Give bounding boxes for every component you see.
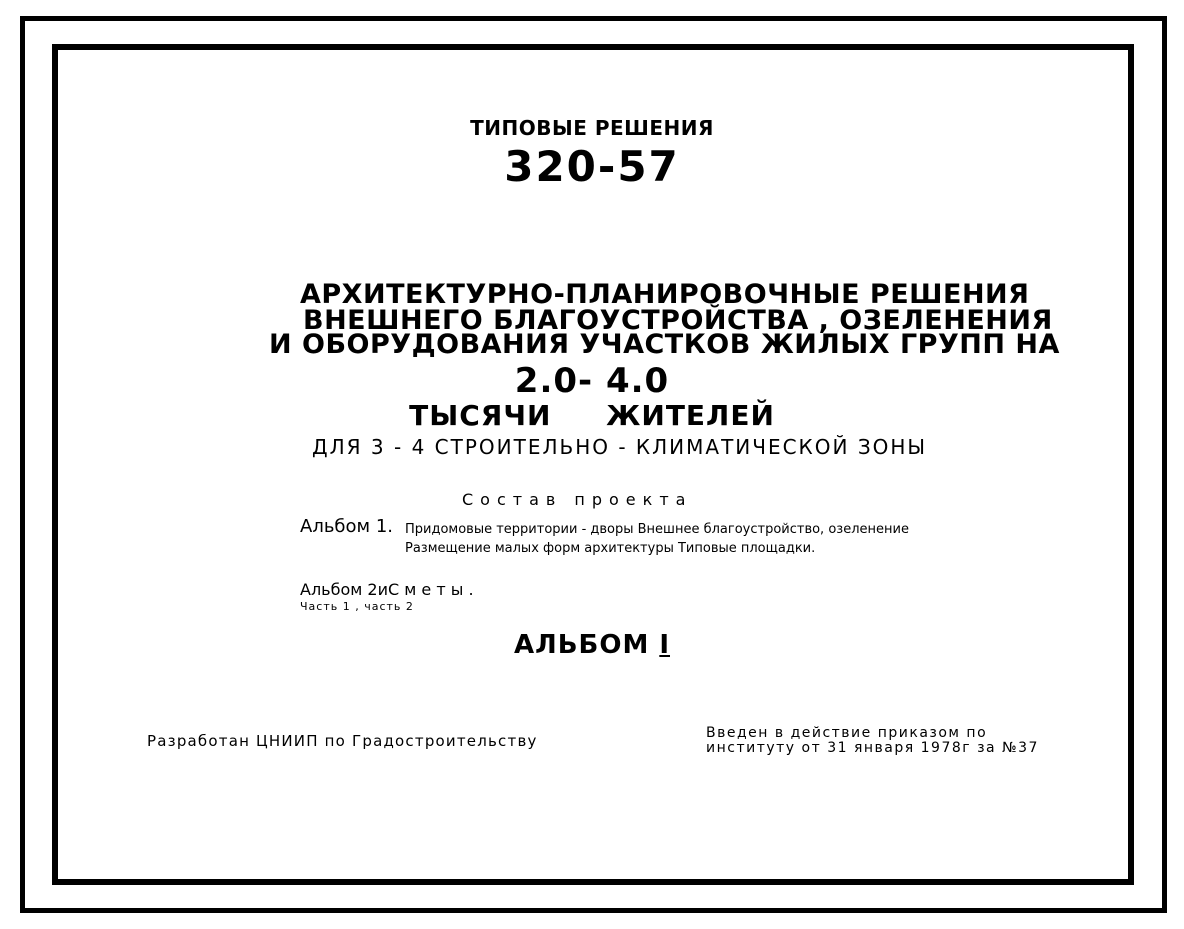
album1-label: Альбом 1. xyxy=(300,516,394,537)
composition-heading: Состав проекта xyxy=(462,490,693,509)
developer-credit: Разработан ЦНИИП по Градостроительству xyxy=(147,732,538,750)
title-line-2: ВНЕШНЕГО БЛАГОУСТРОЙСТВА , ОЗЕЛЕНЕНИЯ xyxy=(303,305,1053,336)
title-line-1: АРХИТЕКТУРНО-ПЛАНИРОВОЧНЫЕ РЕШЕНИЯ xyxy=(300,279,1030,310)
enactment-note: Введен в действие приказом по институту от 31 января 1978г за №37 xyxy=(706,725,1039,756)
album-number xyxy=(0,632,1184,658)
album1-description: Придомовые территории - дворы Внешнее благоустройство, озеленение Размещение малых форм архитектуры Типовые площадки. xyxy=(405,522,909,556)
climate-zone: ДЛЯ 3 - 4 СТРОИТЕЛЬНО - КЛИМАТИЧЕСКОЙ ЗОНЫ xyxy=(312,435,928,459)
series-label: ТИПОВЫЕ РЕШЕНИЯ xyxy=(470,116,714,140)
residents-line xyxy=(0,399,1184,432)
album2-label: Альбом 2иС м е т ы . xyxy=(300,580,474,599)
album-word: АЛЬБОМ xyxy=(513,630,650,660)
album2-parts: Часть 1 , часть 2 xyxy=(300,600,414,613)
series-number: 320-57 xyxy=(504,142,680,191)
capacity-range: 2.0- 4.0 xyxy=(514,361,670,401)
title-line-3: И ОБОРУДОВАНИЯ УЧАСТКОВ ЖИЛЫХ ГРУПП НА xyxy=(269,329,1060,360)
album-roman-numeral: I xyxy=(659,630,670,660)
residents-word: ЖИТЕЛЕЙ xyxy=(606,399,775,432)
thousands-word: ТЫСЯЧИ xyxy=(409,399,552,432)
